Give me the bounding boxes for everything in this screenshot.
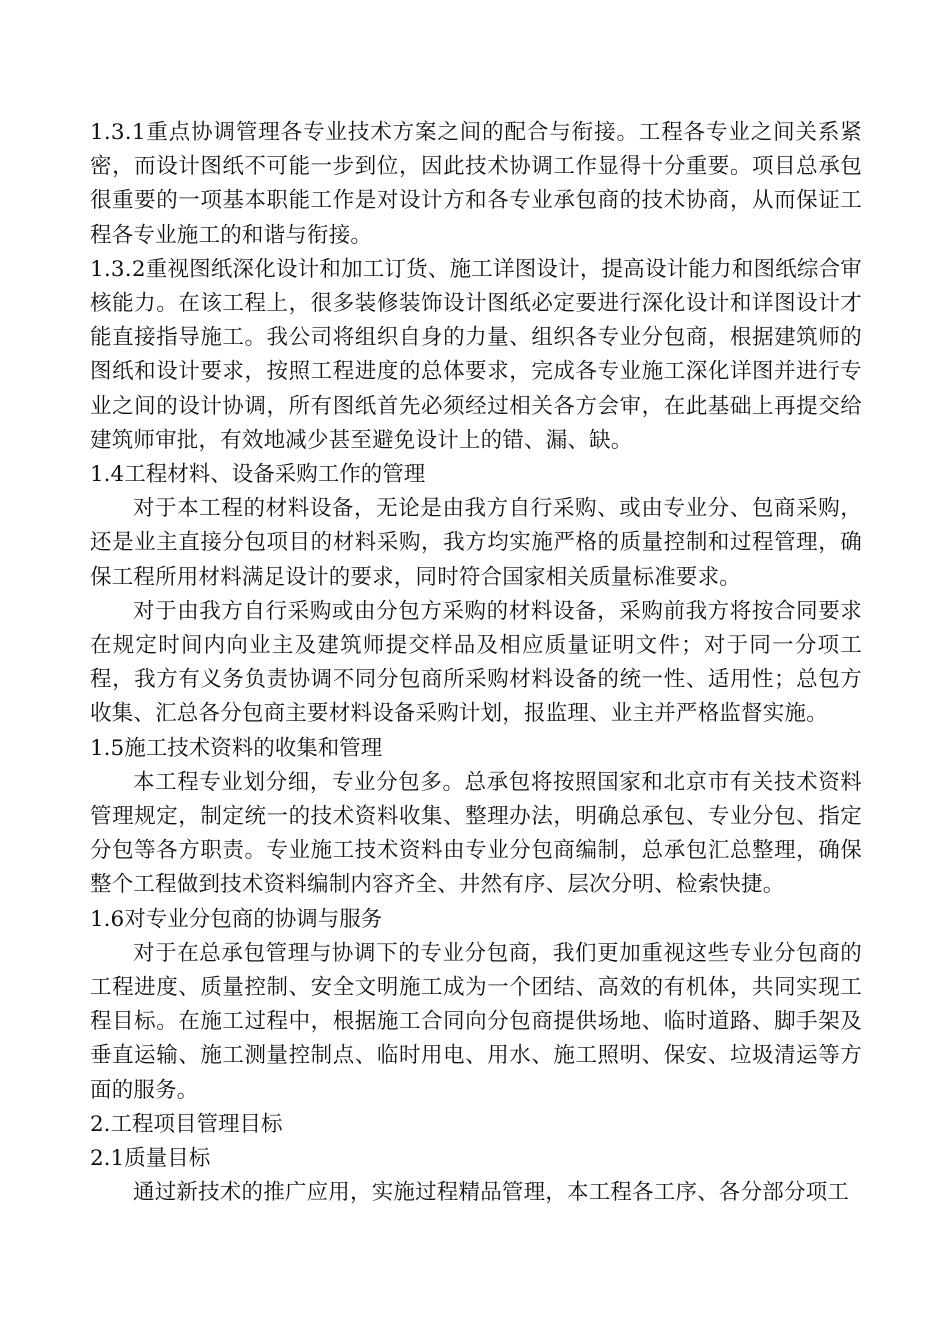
paragraph-quality-target: 通过新技术的推广应用，实施过程精品管理，本工程各工序、各分部分项工 [133, 1180, 850, 1206]
section-heading-1-4: 1.4工程材料、设备采购工作的管理 [90, 462, 426, 488]
paragraph-materials-2: 对于由我方自行采购或由分包方采购的材料设备，采购前我方将按合同要求在规定时间内向业主及建筑师提交样品及相应质量证明文件；对于同一分项工程，我方有义务负责协调不同分包商所采购材料设备的统一性、适用性；总包方收集、汇总各分包商主要材料设备采购计划，报监理、业主并严格监督实施。 [90, 598, 862, 727]
section-heading-1-5: 1.5施工技术资料的收集和管理 [90, 735, 383, 761]
paragraph-1-3-2: 1.3.2重视图纸深化设计和加工订货、施工详图设计，提高设计能力和图纸综合审核能力。在该工程上，很多装修装饰设计图纸必定要进行深化设计和详图设计才能直接指导施工。我公司将组织自身的力量、组织各专业分包商，根据建筑师的图纸和设计要求，按照工程进度的总体要求，完成各专业施工深化详图并进行专业之间的设计协调，所有图纸首先必须经过相关各方会审，在此基础上再提交给建筑师审批，有效地减少甚至避免设计上的错、漏、缺。 [90, 256, 862, 453]
document-page [90, 116, 862, 1211]
paragraph-1-3-1: 1.3.1重点协调管理各专业技术方案之间的配合与衔接。工程各专业之间关系紧密，而设计图纸不可能一步到位，因此技术协调工作显得十分重要。项目总承包很重要的一项基本职能工作是对设计方和各专业承包商的技术协商，从而保证工程各专业施工的和谐与衔接。 [90, 120, 862, 248]
paragraph-materials-1: 对于本工程的材料设备，无论是由我方自行采购、或由专业分、包商采购，还是业主直接分包项目的材料采购，我方均实施严格的质量控制和过程管理，确保工程所用材料满足设计的要求，同时符合国家相关质量标准要求。 [90, 496, 862, 590]
section-heading-2-1: 2.1质量目标 [90, 1146, 211, 1172]
section-heading-1-6: 1.6对专业分包商的协调与服务 [90, 906, 383, 932]
section-heading-2: 2.工程项目管理目标 [90, 1111, 283, 1137]
paragraph-technical-data: 本工程专业划分细，专业分包多。总承包将按照国家和北京市有关技术资料管理规定，制定统一的技术资料收集、整理办法，明确总承包、专业分包、指定分包等各方职责。专业施工技术资料由专业分包商编制，总承包汇总整理，确保整个工程做到技术资料编制内容齐全、井然有序、层次分明、检索快捷。 [90, 769, 862, 898]
paragraph-subcontractor-services: 对于在总承包管理与协调下的专业分包商，我们更加重视这些专业分包商的工程进度、质量控制、安全文明施工成为一个团结、高效的有机体，共同实现工程目标。在施工过程中，根据施工合同向分包商提供场地、临时道路、脚手架及垂直运输、施工测量控制点、临时用电、用水、施工照明、保安、垃圾清运等方面的服务。 [90, 940, 862, 1103]
